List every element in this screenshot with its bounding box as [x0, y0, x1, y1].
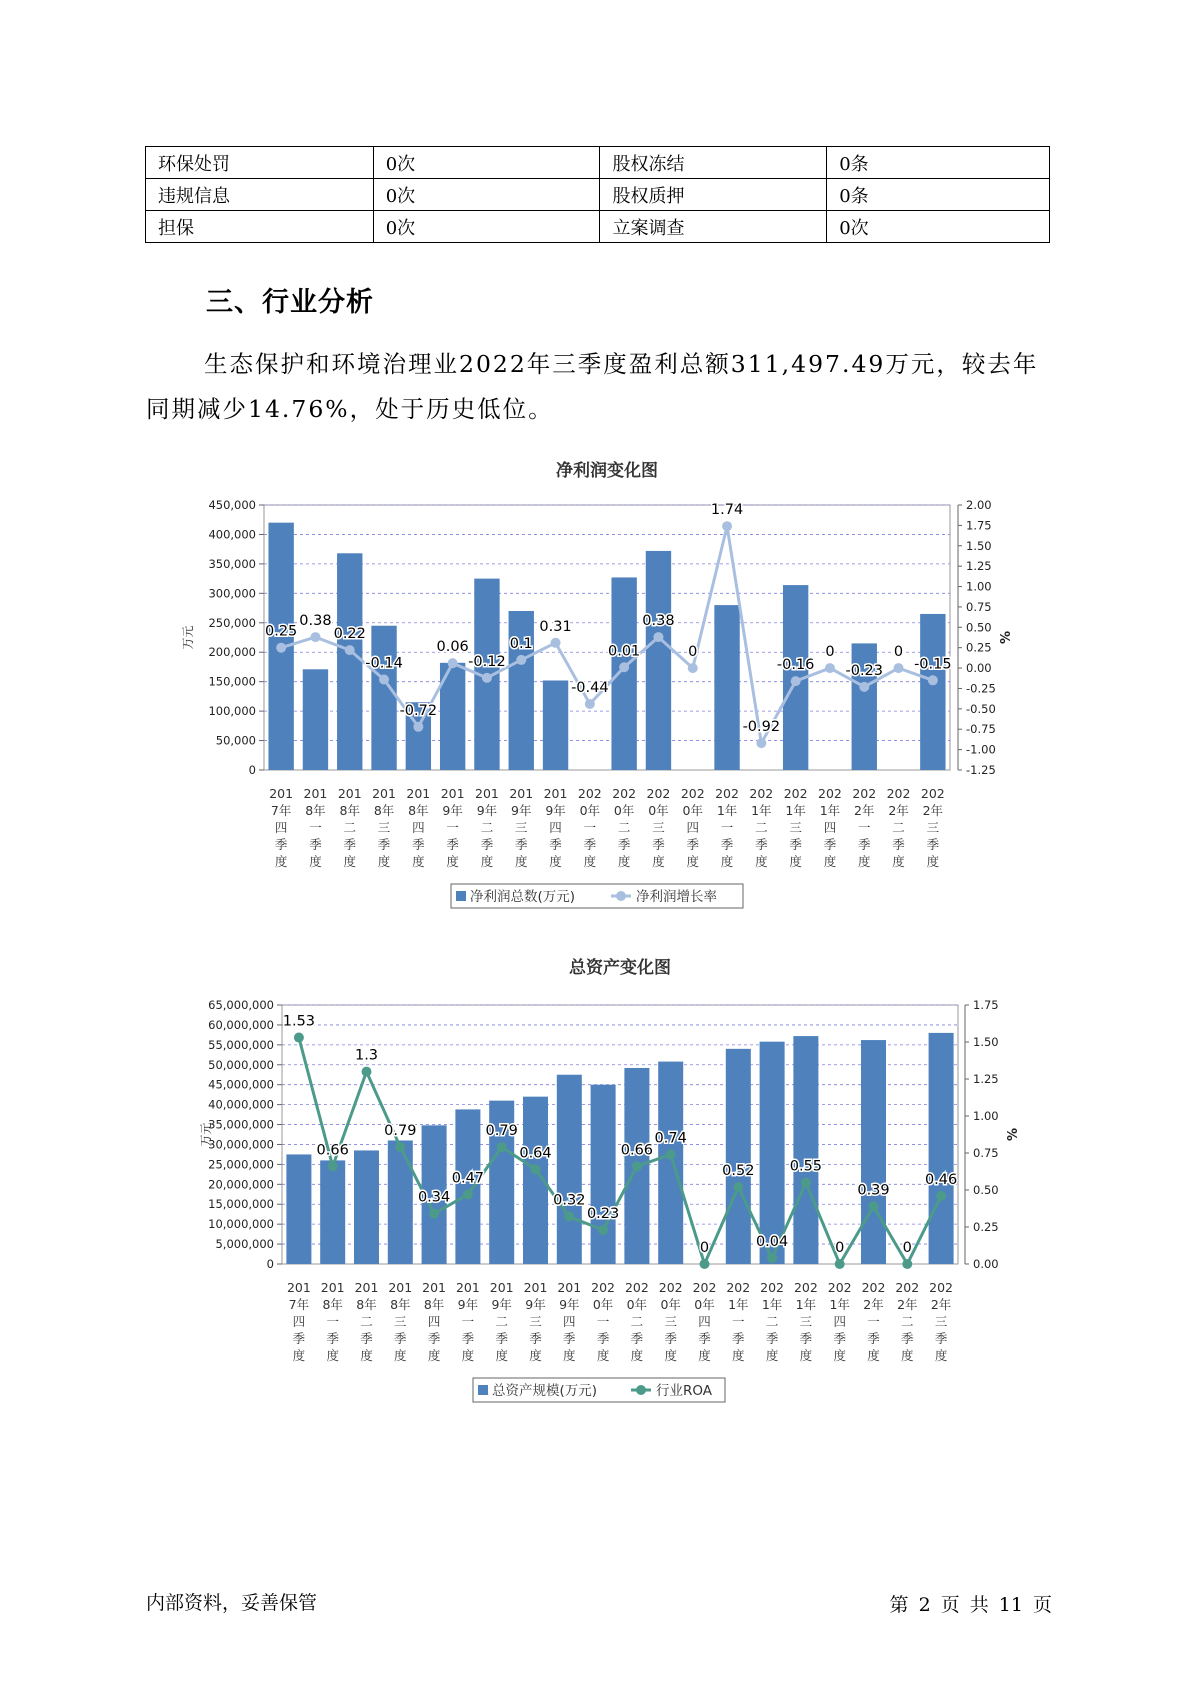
y2-tick-label: 0.00: [966, 661, 992, 676]
series-point: [448, 658, 458, 668]
data-label: 0.04: [755, 1234, 789, 1251]
table-row: [146, 211, 1050, 243]
data-label: 1.53: [282, 1013, 316, 1030]
chart-title: 总资产变化图: [569, 958, 671, 978]
table-cell: 担保: [146, 211, 374, 243]
y-tick-label: 0: [266, 1257, 274, 1271]
series-point: [619, 662, 629, 672]
bar: [646, 551, 671, 770]
series-point: [936, 1191, 946, 1201]
table-cell: 0次: [827, 211, 1050, 243]
y-tick-label: 45,000,000: [208, 1077, 274, 1092]
data-label: 0.79: [485, 1123, 518, 1140]
y-tick-label: 5,000,000: [215, 1237, 274, 1252]
data-label: 0.31: [539, 618, 572, 635]
data-label: 0: [699, 1240, 710, 1256]
x-tick-label: 201 9年四季度: [557, 1280, 582, 1363]
y2-tick-label: 0.00: [973, 1257, 999, 1271]
x-tick-label: 202 1年四季度: [818, 786, 842, 869]
series-point: [310, 632, 320, 642]
series-point: [413, 722, 423, 732]
y-tick-label: 65,000,000: [208, 998, 274, 1012]
y-tick-label: 300,000: [208, 586, 256, 601]
data-label: 1.3: [354, 1047, 379, 1064]
y2-axis-label: %: [999, 630, 1014, 645]
y-tick-label: 20,000,000: [208, 1177, 274, 1192]
y2-tick-label: -0.50: [966, 701, 996, 716]
x-tick-label: 201 7年四季度: [269, 786, 294, 869]
x-tick-label: 201 8年四季度: [406, 786, 431, 869]
y2-tick-label: -1.25: [966, 763, 996, 777]
series-point: [859, 682, 869, 692]
series-point: [482, 673, 492, 683]
y2-tick-label: 0.50: [973, 1183, 999, 1197]
y-tick-label: 60,000,000: [208, 1017, 274, 1032]
y2-tick-label: 0.25: [973, 1220, 999, 1234]
x-tick-label: 202 2年一季度: [861, 1280, 886, 1363]
data-label: -0.23: [845, 662, 884, 679]
series-point: [835, 1259, 845, 1269]
total-assets-chart: [0, 955, 1191, 1415]
data-label: -0.14: [365, 655, 403, 672]
bar: [388, 1140, 413, 1264]
y2-tick-label: 1.75: [966, 518, 992, 533]
x-tick-label: 202 0年三季度: [646, 786, 671, 869]
bar: [303, 669, 328, 770]
x-tick-label: 201 9年二季度: [475, 786, 499, 869]
data-label: 0.23: [586, 1205, 620, 1222]
data-label: 0.52: [722, 1163, 755, 1180]
y2-tick-label: 0.50: [966, 620, 992, 635]
series-point: [825, 663, 835, 673]
total-assets-chart-svg: [0, 955, 1191, 1415]
series-point: [700, 1259, 710, 1269]
series-point: [395, 1142, 405, 1152]
series-point: [632, 1161, 642, 1171]
data-label: 0: [835, 1240, 845, 1256]
y-tick-label: 450,000: [208, 498, 256, 512]
y2-tick-label: 0.75: [973, 1146, 999, 1160]
x-tick-label: 202 2年二季度: [895, 1280, 920, 1363]
x-tick-label: 202 0年四季度: [680, 786, 705, 869]
x-tick-label: 201 8年一季度: [320, 1280, 345, 1363]
series-point: [598, 1225, 608, 1235]
info-table: [145, 146, 1050, 243]
data-label: 0: [902, 1240, 912, 1256]
series-point: [497, 1142, 507, 1152]
x-tick-label: 201 8年二季度: [337, 786, 362, 869]
table-cell: 环保处罚: [146, 147, 374, 179]
data-label: 0.46: [924, 1171, 958, 1188]
series-point: [345, 645, 355, 655]
y-tick-label: 10,000,000: [208, 1217, 274, 1232]
x-tick-label: 202 1年二季度: [749, 786, 774, 869]
data-label: 0.74: [654, 1130, 687, 1147]
bar: [543, 680, 568, 770]
x-tick-label: 202 0年一季度: [577, 786, 602, 869]
series-point: [362, 1067, 372, 1077]
bar: [714, 605, 739, 770]
y2-tick-label: 1.00: [973, 1109, 999, 1123]
data-label: -0.12: [468, 653, 506, 670]
y-tick-label: 35,000,000: [208, 1117, 274, 1132]
data-label: 0.55: [789, 1158, 823, 1175]
y-tick-label: 200,000: [208, 645, 256, 660]
series-point: [551, 638, 561, 648]
data-label: 0: [893, 644, 904, 661]
x-tick-label: 201 7年四季度: [286, 1280, 311, 1363]
bar: [929, 1033, 954, 1264]
y2-tick-label: 1.25: [973, 1072, 999, 1086]
series-point: [379, 674, 389, 684]
x-tick-label: 201 9年三季度: [523, 1280, 548, 1363]
bar: [726, 1049, 751, 1264]
table-cell: 0次: [373, 211, 600, 243]
data-label: 0.38: [299, 613, 332, 630]
series-point: [894, 663, 904, 673]
data-label: 0: [825, 644, 835, 661]
x-tick-label: 202 1年一季度: [715, 786, 739, 869]
x-tick-label: 201 9年一季度: [440, 786, 465, 869]
x-tick-label: 201 8年二季度: [354, 1280, 379, 1363]
x-tick-label: 202 0年二季度: [612, 786, 637, 869]
data-label: 0.22: [333, 626, 366, 643]
y-tick-label: 55,000,000: [208, 1037, 274, 1052]
x-tick-label: 201 9年一季度: [455, 1280, 480, 1363]
data-label: 0.1: [509, 635, 533, 652]
x-tick-label: 202 0年三季度: [658, 1280, 683, 1363]
bar: [760, 1042, 785, 1264]
y-tick-label: 50,000: [215, 733, 256, 748]
x-tick-label: 201 8年四季度: [422, 1280, 447, 1363]
series-point: [767, 1253, 777, 1263]
y-tick-label: 50,000,000: [208, 1057, 274, 1072]
series-point: [516, 655, 526, 665]
bar: [861, 1040, 886, 1264]
bar: [354, 1150, 379, 1264]
bar: [611, 577, 636, 770]
x-tick-label: 202 1年三季度: [793, 1280, 818, 1363]
y-axis-label: 万元: [199, 1122, 213, 1147]
data-label: 0.01: [608, 643, 641, 660]
y-tick-label: 30,000,000: [208, 1137, 274, 1152]
series-point: [429, 1209, 439, 1219]
y-tick-label: 150,000: [208, 674, 256, 689]
data-label: 0.39: [857, 1182, 890, 1199]
series-point: [928, 675, 938, 685]
bar: [658, 1062, 683, 1264]
table-row: [146, 179, 1050, 211]
x-tick-label: 202 2年三季度: [929, 1280, 954, 1363]
y-tick-label: 40,000,000: [208, 1097, 274, 1112]
footer-confidential-note: 内部资料，妥善保管: [146, 1592, 318, 1614]
section-title: 三、行业分析: [206, 287, 374, 318]
bar: [793, 1036, 818, 1264]
data-label: 1.74: [710, 502, 744, 519]
y2-tick-label: 1.00: [966, 579, 992, 594]
y2-tick-label: 2.00: [966, 498, 992, 512]
bar: [557, 1075, 582, 1264]
x-tick-label: 202 2年三季度: [920, 786, 945, 869]
table-row: [146, 147, 1050, 179]
data-label: 0.34: [417, 1189, 451, 1206]
series-point: [531, 1164, 541, 1174]
legend-swatch-point: [636, 1385, 646, 1395]
y2-tick-label: -0.75: [966, 722, 996, 737]
series-point: [722, 521, 732, 531]
y-tick-label: 25,000,000: [208, 1157, 274, 1172]
legend-label: 净利润增长率: [636, 889, 717, 905]
data-label: -0.44: [571, 679, 609, 696]
series-point: [733, 1182, 743, 1192]
data-label: 0.66: [620, 1142, 654, 1159]
data-label: 0.66: [316, 1142, 349, 1159]
y2-tick-label: 0.75: [966, 599, 992, 614]
series-point: [294, 1033, 304, 1043]
data-label: 0.64: [519, 1145, 552, 1162]
table-cell: 0次: [373, 147, 600, 179]
footer-page-number: 第 2 页 共 11 页: [889, 1594, 1052, 1616]
legend-swatch-point: [616, 891, 626, 901]
x-tick-label: 202 1年四季度: [827, 1280, 852, 1363]
series-point: [585, 699, 595, 709]
table-cell: 0条: [827, 179, 1050, 211]
y-tick-label: 400,000: [208, 527, 256, 542]
x-tick-label: 202 1年一季度: [726, 1280, 751, 1363]
y-tick-label: 100,000: [208, 704, 256, 719]
series-point: [666, 1149, 676, 1159]
net-profit-chart-svg: [0, 458, 1191, 918]
y-tick-label: 350,000: [208, 556, 256, 571]
table-cell: 立案调查: [600, 211, 827, 243]
y-axis-label: 万元: [181, 625, 195, 650]
x-tick-label: 201 8年三季度: [372, 786, 396, 869]
table-cell: 0条: [827, 147, 1050, 179]
y2-tick-label: 1.50: [966, 538, 992, 553]
series-point: [653, 632, 663, 642]
table-cell: 股权冻结: [600, 147, 827, 179]
data-label: 0: [688, 644, 698, 661]
y-tick-label: 250,000: [208, 615, 256, 630]
x-tick-label: 202 2年一季度: [852, 786, 877, 869]
y2-tick-label: 1.75: [973, 998, 999, 1012]
series-point: [276, 643, 286, 653]
x-tick-label: 201 9年四季度: [543, 786, 568, 869]
series-point: [688, 663, 698, 673]
y2-tick-label: -0.25: [966, 681, 996, 696]
x-tick-label: 202 1年二季度: [760, 1280, 785, 1363]
data-label: 0.06: [436, 639, 469, 656]
data-label: -0.16: [776, 657, 815, 674]
bar: [509, 611, 534, 770]
x-tick-label: 201 9年三季度: [509, 786, 534, 869]
data-label: 0.32: [553, 1192, 586, 1209]
legend-swatch-bar: [478, 1385, 488, 1395]
x-tick-label: 202 2年二季度: [886, 786, 911, 869]
x-tick-label: 201 8年三季度: [388, 1280, 413, 1363]
y-tick-label: 0: [248, 763, 256, 777]
y2-tick-label: 0.25: [966, 640, 992, 655]
y2-axis-label: %: [1006, 1127, 1021, 1142]
x-tick-label: 202 0年一季度: [591, 1280, 616, 1363]
series-point: [791, 676, 801, 686]
analysis-paragraph: 生态保护和环境治理业2022年三季度盈利总额311,497.49万元，较去年同期减少14.76%，处于历史低位。: [146, 350, 1039, 423]
bar: [455, 1109, 480, 1264]
y2-tick-label: -1.00: [966, 742, 996, 757]
data-label: -0.72: [399, 702, 438, 719]
x-tick-label: 202 0年四季度: [692, 1280, 717, 1363]
bar: [591, 1085, 616, 1264]
legend-label: 净利润总数(万元): [470, 889, 576, 905]
data-label: -0.92: [742, 719, 781, 736]
series-point: [902, 1259, 912, 1269]
table-cell: 违规信息: [146, 179, 374, 211]
table-cell: 股权质押: [600, 179, 827, 211]
chart-title: 净利润变化图: [556, 461, 658, 481]
legend-swatch-bar: [456, 891, 466, 901]
series-point: [328, 1161, 338, 1171]
y2-tick-label: 1.50: [973, 1035, 999, 1049]
series-point: [463, 1189, 473, 1199]
x-tick-label: 201 8年一季度: [303, 786, 328, 869]
bar: [920, 614, 945, 770]
net-profit-chart: [0, 458, 1191, 918]
data-label: 0.25: [265, 623, 298, 640]
data-label: 0.79: [384, 1123, 417, 1140]
series-point: [564, 1212, 574, 1222]
bar: [337, 553, 362, 770]
y-tick-label: 15,000,000: [208, 1197, 274, 1212]
series-point: [801, 1178, 811, 1188]
y2-tick-label: 1.25: [966, 559, 992, 574]
series-point: [869, 1201, 879, 1211]
table-cell: 0次: [373, 179, 600, 211]
legend-label: 行业ROA: [656, 1383, 713, 1399]
bar: [371, 626, 396, 770]
data-label: -0.15: [914, 656, 952, 673]
x-tick-label: 201 9年二季度: [489, 1280, 514, 1363]
bar: [320, 1160, 345, 1264]
x-tick-label: 202 1年三季度: [783, 786, 808, 869]
legend-label: 总资产规模(万元): [492, 1383, 598, 1399]
data-label: 0.47: [451, 1170, 485, 1187]
data-label: 0.38: [642, 613, 675, 630]
series-point: [756, 738, 766, 748]
plot-area: [264, 505, 950, 770]
x-tick-label: 202 0年二季度: [624, 1280, 649, 1363]
bar: [286, 1154, 311, 1264]
